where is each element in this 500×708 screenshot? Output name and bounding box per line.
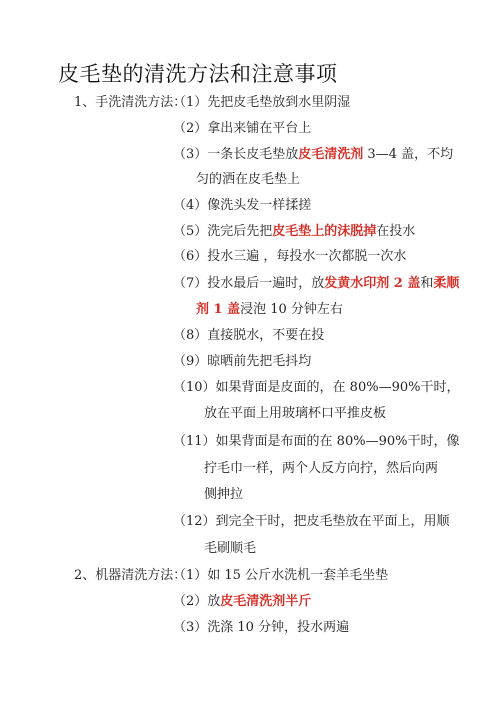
step-text: 和 [420, 276, 434, 291]
step-item [173, 594, 311, 610]
step-text: （3）一条长皮毛垫放 [173, 147, 299, 162]
step-continuation: 侧抻拉 [204, 487, 244, 502]
step-item [173, 147, 453, 163]
step-text: （7）投水最后一遍时，放 [173, 276, 325, 291]
step-item [173, 224, 415, 240]
highlight-text: 皮毛垫上的沫脱掉 [272, 224, 377, 239]
step-text: 浸泡 10 分钟左右 [240, 302, 343, 317]
step-continuation: 毛刷顺毛 [204, 541, 257, 556]
step-text: 在投水 [376, 224, 416, 239]
highlight-text: 发黄水印剂 2 盖 [324, 276, 421, 291]
step-item: （8）直接脱水，不要在投 [173, 328, 325, 343]
step-item [173, 276, 459, 292]
step-item: （9）晾晒前先把毛抖均 [173, 354, 312, 369]
step-item: （1）先把皮毛垫放到水里阴湿 [173, 95, 351, 110]
step-continuation [196, 302, 343, 318]
highlight-text: 皮毛清洗剂 [298, 147, 364, 162]
step-text: （2）放 [173, 594, 221, 609]
step-continuation: 拧毛巾一样，两个人反方向拧，然后向两 [204, 461, 439, 476]
highlight-text: 柔顺 [433, 276, 460, 291]
step-text: 3—4 盖，不均 [363, 147, 454, 162]
section-heading-manual: 1、手洗清洗方法： [74, 95, 187, 110]
step-continuation: 匀的洒在皮毛垫上 [196, 172, 301, 187]
step-item: （6）投水三遍 ，每投水一次都脱一次水 [173, 249, 407, 264]
step-continuation: 放在平面上用玻璃杯口平推皮板 [204, 406, 387, 421]
highlight-text: 剂 1 盖 [196, 302, 241, 317]
step-item: （11）如果背面是布面的在 80%—90%干时，像 [173, 434, 460, 449]
step-item: （12）到完全干时，把皮毛垫放在平面上，用顺 [173, 514, 450, 529]
section-heading-machine: 2、机器清洗方法： [74, 568, 187, 583]
step-item: （3）洗涤 10 分钟，投水两遍 [173, 620, 350, 635]
step-item: （1）如 15 公斤水洗机一套羊毛坐垫 [173, 568, 389, 583]
document-title: 皮毛垫的清洗方法和注意事项 [58, 62, 338, 86]
step-item: （2）拿出来铺在平台上 [173, 121, 312, 136]
step-text: （5）洗完后先把 [173, 224, 273, 239]
step-item: （4）像洗头发一样揉搓 [173, 198, 312, 213]
step-item: （10）如果背面是皮面的，在 80%—90%干时， [173, 380, 460, 395]
highlight-text: 皮毛清洗剂半斤 [220, 594, 312, 609]
